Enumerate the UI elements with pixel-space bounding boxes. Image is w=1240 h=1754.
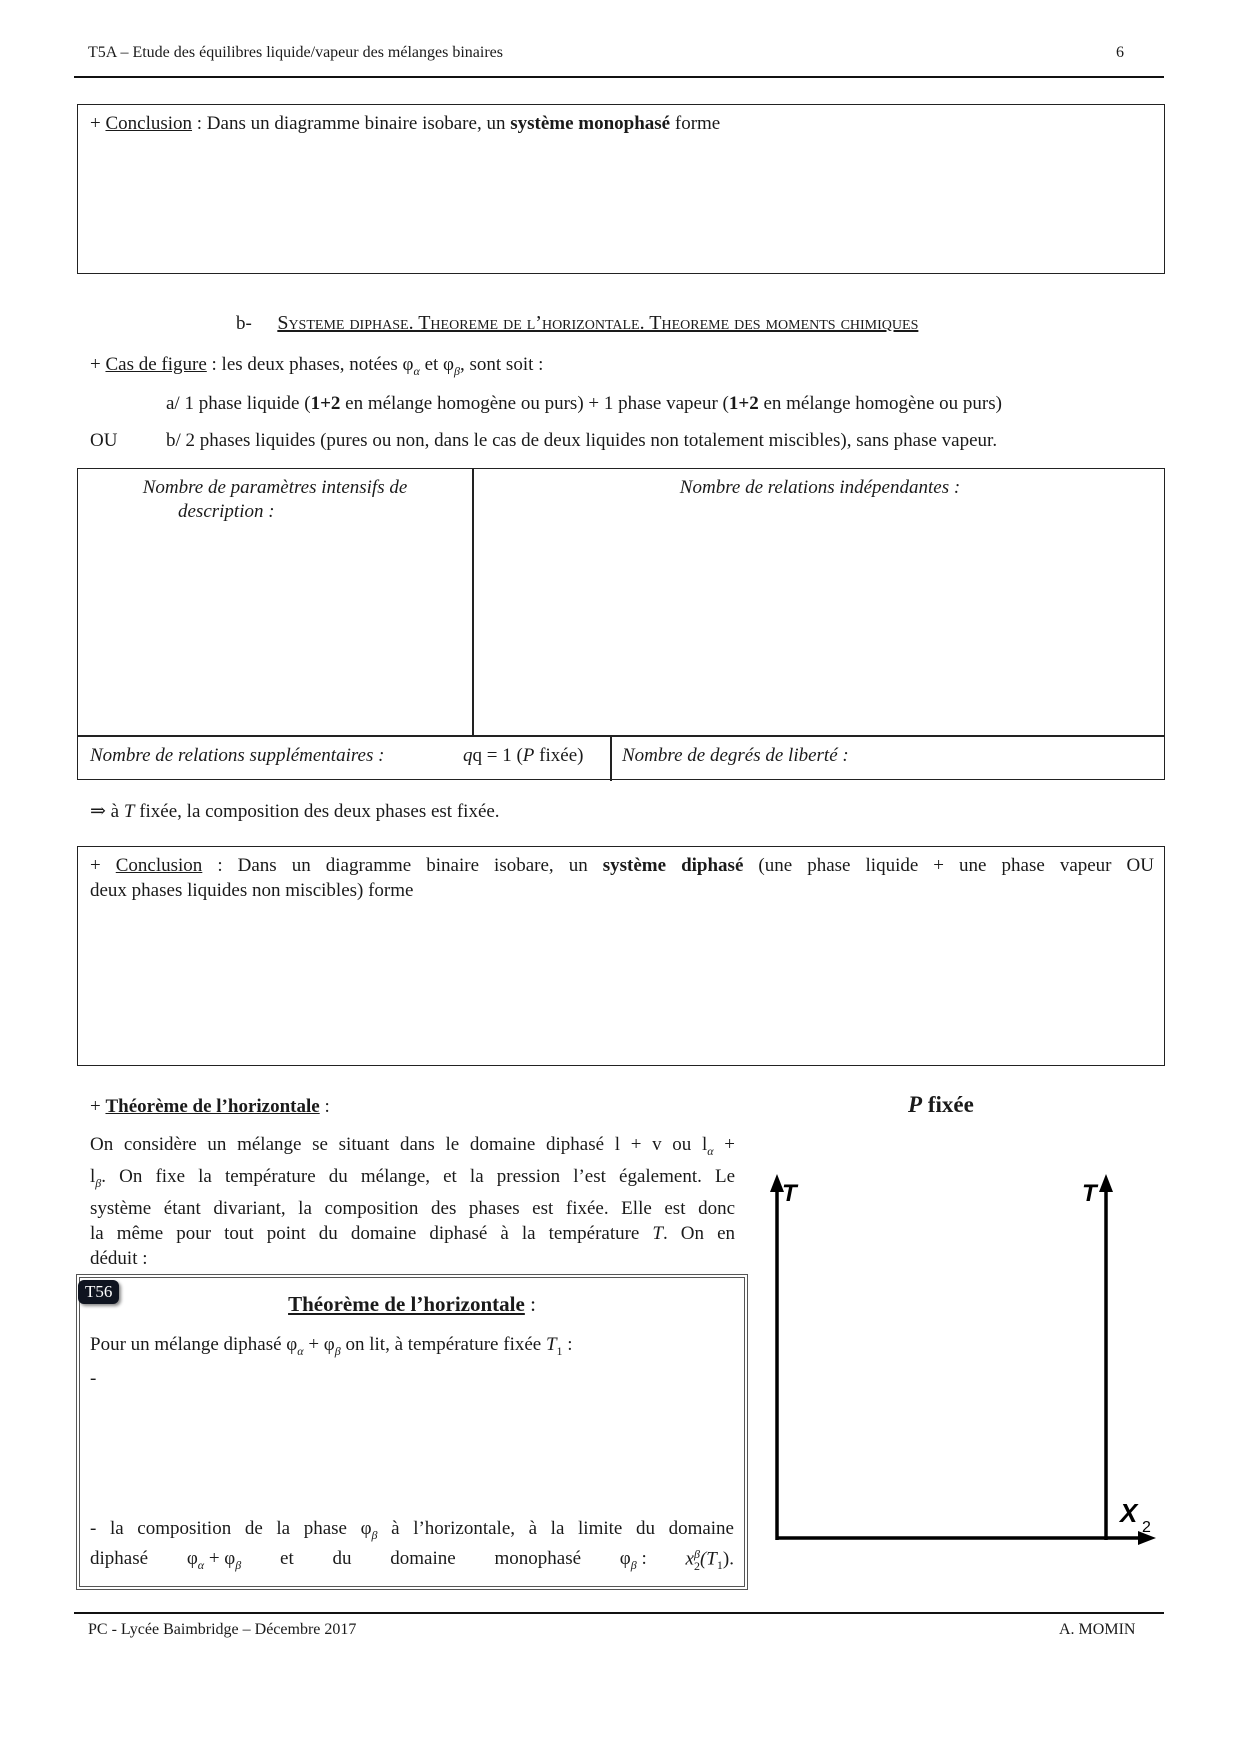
theorem-badge: T56 bbox=[78, 1280, 119, 1304]
cell-supp-label: Nombre de relations supplémentaires : bbox=[90, 745, 385, 766]
page-number: 6 bbox=[1116, 44, 1124, 61]
header-rule bbox=[74, 76, 1164, 78]
binary-diagram bbox=[760, 1170, 1180, 1560]
section-b-title: Systeme diphase. Theoreme de l’horizontale. Theoreme des moments chimiques bbox=[277, 312, 919, 334]
horizontale-heading: + Théorème de l’horizontale : bbox=[90, 1096, 330, 1117]
table-divider-vertical bbox=[472, 469, 474, 735]
theorem-title: Théorème de l’horizontale : bbox=[288, 1292, 536, 1316]
cell-params-line1: Nombre de paramètres intensifs de bbox=[142, 477, 408, 498]
conclusion-label: Conclusion bbox=[105, 113, 193, 134]
footer-rule bbox=[74, 1612, 1164, 1614]
implies-line: ⇒ à T fixée, la composition des deux phases est fixée. bbox=[90, 801, 500, 822]
cell-liberte: Nombre de degrés de liberté : bbox=[622, 745, 849, 766]
section-b-marker: b- bbox=[236, 313, 252, 334]
conclusion-box-monophase bbox=[77, 104, 1165, 274]
theorem-line1: Pour un mélange diphasé $\varphi_\alpha + \varphi_\beta$ on lit, à température fixée $T_1$ : bbox=[90, 1334, 573, 1358]
table-divider-bottom bbox=[610, 735, 612, 781]
theorem-box bbox=[76, 1274, 748, 1590]
cas-de-figure: + Cas de figure : les deux phases, notées $\varphi_\alpha$ et $\varphi_\beta$, sont soit : bbox=[90, 354, 544, 378]
cell-relations: Nombre de relations indépendantes : bbox=[679, 477, 961, 498]
case-b: b/ 2 phases liquides (pures ou non, dans le cas de deux liquides non totalement miscibles), sans phase vapeur. bbox=[166, 430, 998, 451]
table-divider-horizontal bbox=[78, 735, 1164, 737]
theorem-last-line1: - la composition de la phase $\varphi_\beta$ à l’horizontale, à la limite du domaine bbox=[90, 1518, 734, 1542]
case-b-ou: OU bbox=[90, 430, 118, 451]
theorem-dash: - bbox=[90, 1368, 97, 1389]
horizontale-paragraph: On considère un mélange se situant dans le domaine diphasé l + v ou $l_\alpha$ + $l_\beta$. On fixe la température du mélange, et la pression l’est également. Le système étant divariant, la composition des phases est fixée. Elle est donc la même pour tout point du domaine diphasé à la température T. On en déduit : bbox=[90, 1134, 735, 1269]
diagram-title: P fixée bbox=[908, 1092, 974, 1117]
section-b-heading bbox=[236, 312, 918, 335]
right-axis-label: T bbox=[1082, 1180, 1097, 1207]
left-axis-label: T bbox=[782, 1180, 797, 1207]
variance-table bbox=[77, 468, 1165, 780]
cell-params-line2: description : bbox=[178, 501, 275, 522]
x-axis-subscript: 2 bbox=[1142, 1519, 1151, 1536]
theorem-last-line2: diphasé $\varphi_\alpha + \varphi_\beta$ et du domaine monophasé $\varphi_\beta$ : x β 2 $(T_1)$. bbox=[90, 1547, 734, 1573]
header-title: T5A – Etude des équilibres liquide/vapeur des mélanges binaires bbox=[88, 44, 503, 61]
cell-supp-value: qq = 1 (P fixée) bbox=[463, 745, 584, 766]
conclusion-monophase-text: + Conclusion : Dans un diagramme binaire isobare, un système monophasé forme bbox=[90, 113, 721, 134]
right-axis-arrowhead bbox=[1099, 1174, 1113, 1192]
conclusion-diphase-line2: deux phases liquides non miscibles) forme bbox=[90, 880, 414, 901]
conclusion-diphase-line1: + Conclusion : Dans un diagramme binaire isobare, un système diphasé (une phase liquide + une phase vapeur OU bbox=[90, 855, 1154, 876]
conclusion-box-diphase bbox=[77, 846, 1165, 1066]
footer-right: A. MOMIN bbox=[1059, 1621, 1136, 1638]
x-axis-label: X bbox=[1120, 1498, 1138, 1528]
footer-left: PC - Lycée Baimbridge – Décembre 2017 bbox=[88, 1621, 357, 1638]
case-a: a/ 1 phase liquide (1+2 en mélange homogène ou purs) + 1 phase vapeur (1+2 en mélange homogène ou purs) bbox=[166, 393, 1002, 414]
